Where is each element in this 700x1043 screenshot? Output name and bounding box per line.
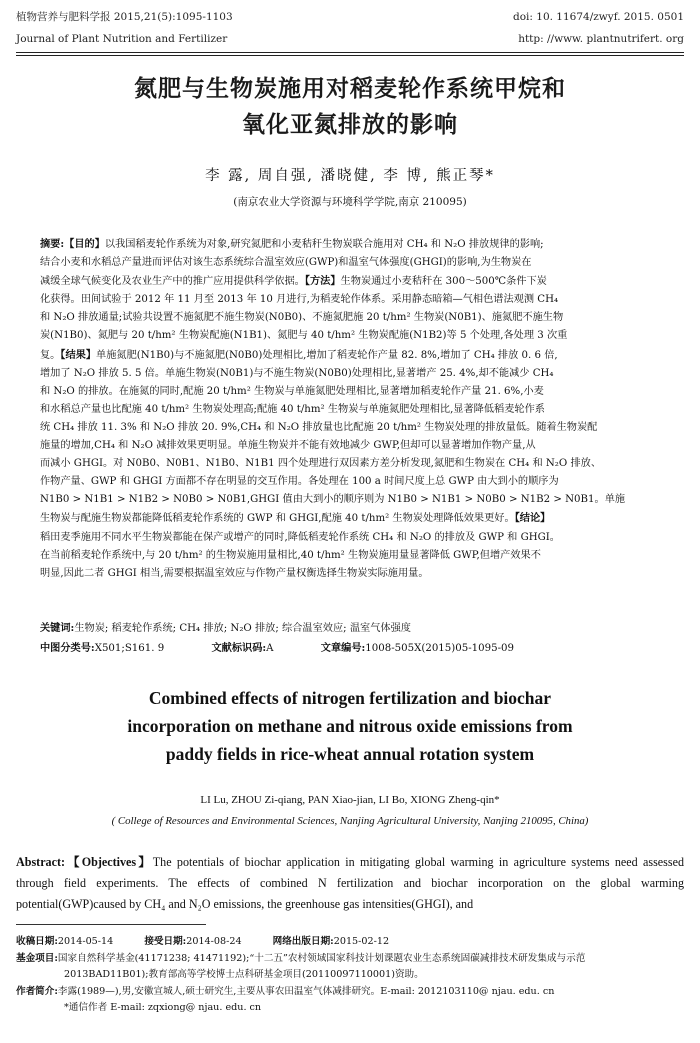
author-bio-text: 李露(1989—),男,安徽宣城人,硕士研究生,主要从事农田温室气体减排研究。E-mail: 2012103110@ njau. edu. cn [57,985,555,997]
abstract-cn-line: 统 CH₄ 排放 11. 3% 和 N₂O 排放 20. 9%,CH₄ 和 N₂O 排放量也比配施 20 t/hm² 生物炭处理的排放量低。随着生物炭配 [40,421,598,433]
abstract-cn-line: 和 N₂O 的排放。在施氮的同时,配施 20 t/hm² 生物炭与单施氮肥处理相比,显著增加稻麦轮作产量 21. 6%,小麦 [40,385,544,397]
title-cn-line-1: 氮肥与生物炭施用对稻麦轮作系统甲烷和 [134,75,566,102]
doc-code-label: 文献标识码: [211,642,267,654]
authors-en: LI Lu, ZHOU Zi-qiang, PAN Xiao-jian, LI Bo, XIONG Zheng-qin* [200,794,500,806]
authors-cn: 李 露, 周自强, 潘晓健, 李 博, 熊正琴* [205,168,495,184]
title-en-line-2: incorporation on methane and nitrous oxide emissions from [127,716,573,736]
abstract-en-heading: 【Objectives】 [65,855,153,869]
accepted-date: 2014-08-24 [186,936,242,947]
journal-name-en: Journal of Plant Nutrition and Fertilizer [16,33,228,45]
abstract-cn-line: 结合小麦和水稻总产量进而评估对该生态系统综合温室效应(GWP)和温室气体强度(GHGI)的影响,为生物炭在 [40,257,532,269]
online-date: 2015-02-12 [333,936,390,947]
abstract-cn-line: 施量的增加,CH₄ 和 N₂O 减排效果更明显。单施生物炭并不能有效地减少 GWP,但却可以显著增加作物产量,从 [40,440,536,452]
abstract-cn [40,235,660,583]
abstract-cn-line: 增加了 N₂O 排放 5. 5 倍。单施生物炭(N0B1)与不施生物炭(N0B0)处理相比,显著增产 25. 4%,却不能减少 CH₄ [40,367,554,379]
abstract-cn-line: 炭(N1B0)、氮肥与 20 t/hm² 生物炭配施(N1B1)、氮肥与 40 t/hm² 生物炭配施(N1B2)等 5 个处理,各处理 3 次重 [40,330,568,342]
received-label: 收稿日期: [16,936,58,947]
fund-line-1 [16,951,684,968]
abstract-cn-line: 在当前稻麦轮作系统中,与 20 t/hm² 的生物炭施用量相比,40 t/hm² 生物炭施用量显著降低 GWP,但增产效果不 [40,549,541,561]
abstract-cn-line: 作物产量、GWP 和 GHGI 方面都不存在明显的交互作用。各处理在 100 a 时间尺度上总 GWP 由大到小的顺序为 [40,476,559,488]
article-no-label: 文章编号: [320,642,366,654]
dates-line [16,934,684,951]
online-label: 网络出版日期: [272,936,334,947]
affiliation-cn: (南京农业大学资源与环境科学学院,南京 210095) [233,196,467,208]
keywords-cn [40,620,660,637]
footnotes [16,934,684,1017]
journal-url[interactable]: http: //www. plantnutrifert. org [518,33,684,45]
abstract-en-text: The potentials of biochar application in mitigating global warming in agriculture systems need assessed through field experiments. The effects of combined N fertilization and biochar incorporation on the global warming potential(GWP)caused by CH₄ and N₂O emissions, the greenhouse gas intensities(GHGI), and [16,855,685,911]
header-rule-2 [16,55,684,56]
abstract-cn-line: 减缓全球气候变化及农业生产中的推广应用提供科学依据。【方法】生物炭通过小麦秸秆在 300～500℃条件下炭 [40,275,547,288]
doc-code-value: A [266,643,274,654]
fund-text-1: 国家自然科学基金(41171238; 41471192);“十二五”农村领域国家科技计划课题农业生态系统固碳减排技术研发集成与示范 [57,952,586,964]
title-cn-line-2: 氧化亚氮排放的影响 [242,111,458,138]
keywords-text: 生物炭; 稻麦轮作系统; CH₄ 排放; N₂O 排放; 综合温室效应; 温室气体强度 [74,623,411,634]
running-header-top [16,10,684,24]
abstract-en-label: Abstract: [16,855,66,869]
accepted-label: 接受日期: [144,936,187,947]
affiliation-en: ( College of Resources and Environmental Sciences, Nanjing Agricultural University, Nanjing 210095, China) [111,815,589,827]
received-date: 2014-05-14 [57,936,114,947]
abstract-cn-line: 稻田麦季施用不同水平生物炭都能在保产或增产的同时,降低稻麦轮作系统 CH₄ 和 N₂O 的排放及 GWP 和 GHGI。 [40,531,560,543]
author-bio-label: 作者简介: [16,985,58,997]
journal-citation-cn: 植物营养与肥料学报 2015,21(5):1095-1103 [16,11,233,23]
corresponding-author: *通信作者 E-mail: zqxiong@ njau. edu. cn [64,1002,262,1014]
header-rule-1 [16,52,684,53]
abstract-cn-line: 化获得。田间试验于 2012 年 11 月至 2013 年 10 月进行,为稻麦轮作体系。采用静态暗箱—气相色谱法观测 CH₄ [40,294,559,306]
abstract-cn-line: 复。【结果】单施氮肥(N1B0)与不施氮肥(N0B0)处理相比,增加了稻麦轮作产量 82. 8%,增加了 CH₄ 排放 0. 6 倍, [40,348,558,361]
abstract-cn-line: N1B0 > N1B1 > N1B2 > N0B0 > N0B1,GHGI 值由大到小的顺序则为 N1B0 > N1B1 > N0B0 > N1B2 > N0B1。单施 [40,494,626,506]
title-en-line-3: paddy fields in rice-wheat annual rotation system [165,744,535,764]
abstract-cn-line: 而减小 GHGI。对 N0B0、N0B1、N1B0、N1B1 四个处理进行双因素方差分析发现,氮肥和生物炭在 CH₄ 和 N₂O 排放、 [40,458,602,470]
fund-line-2: 2013BAD11B01);教育部高等学校博士点科研基金项目(20110097110001)资助。 [64,969,424,981]
fund-label: 基金项目: [16,952,58,964]
doi[interactable]: doi: 10. 11674/zwyf. 2015. 0501 [512,11,684,23]
abstract-cn-line: 和 N₂O 排放通量;试验共设置不施氮肥不施生物炭(N0B0)、不施氮肥施 20 t/hm² 生物炭(N0B1)、施氮肥不施生物 [40,312,564,324]
running-header-bottom [16,32,684,46]
article-no-value: 1008-505X(2015)05-1095-09 [365,643,514,654]
abstract-cn-line: 明显,因此二者 GHGI 相当,需要根据温室效应与作物产量权衡选择生物炭实际施用量。 [40,567,429,579]
classification-cn [40,640,660,657]
abstract-cn-line: 生物炭与配施生物炭都能降低稻麦轮作系统的 GWP 和 GHGI,配施 40 t/hm² 生物炭处理降低效果更好。【结论】 [40,512,551,525]
footnote-separator [16,924,206,925]
author-bio-line [16,984,684,1001]
abstract-cn-line: 摘要:【目的】以我国稻麦轮作系统为对象,研究氮肥和小麦秸秆生物炭联合施用对 CH₄ 和 N₂O 排放规律的影响; [40,238,544,250]
keywords-label: 关键词: [40,622,75,634]
clc-label: 中图分类号: [40,642,95,654]
clc-value: X501;S161. 9 [94,643,165,654]
title-en-line-1: Combined effects of nitrogen fertilization and biochar [148,688,552,708]
abstract-en [16,852,684,915]
abstract-cn-line: 和水稻总产量也比配施 40 t/hm² 生物炭处理高;配施 40 t/hm² 生物炭与单施氮肥处理相比,显著降低稻麦轮作系 [40,403,545,415]
